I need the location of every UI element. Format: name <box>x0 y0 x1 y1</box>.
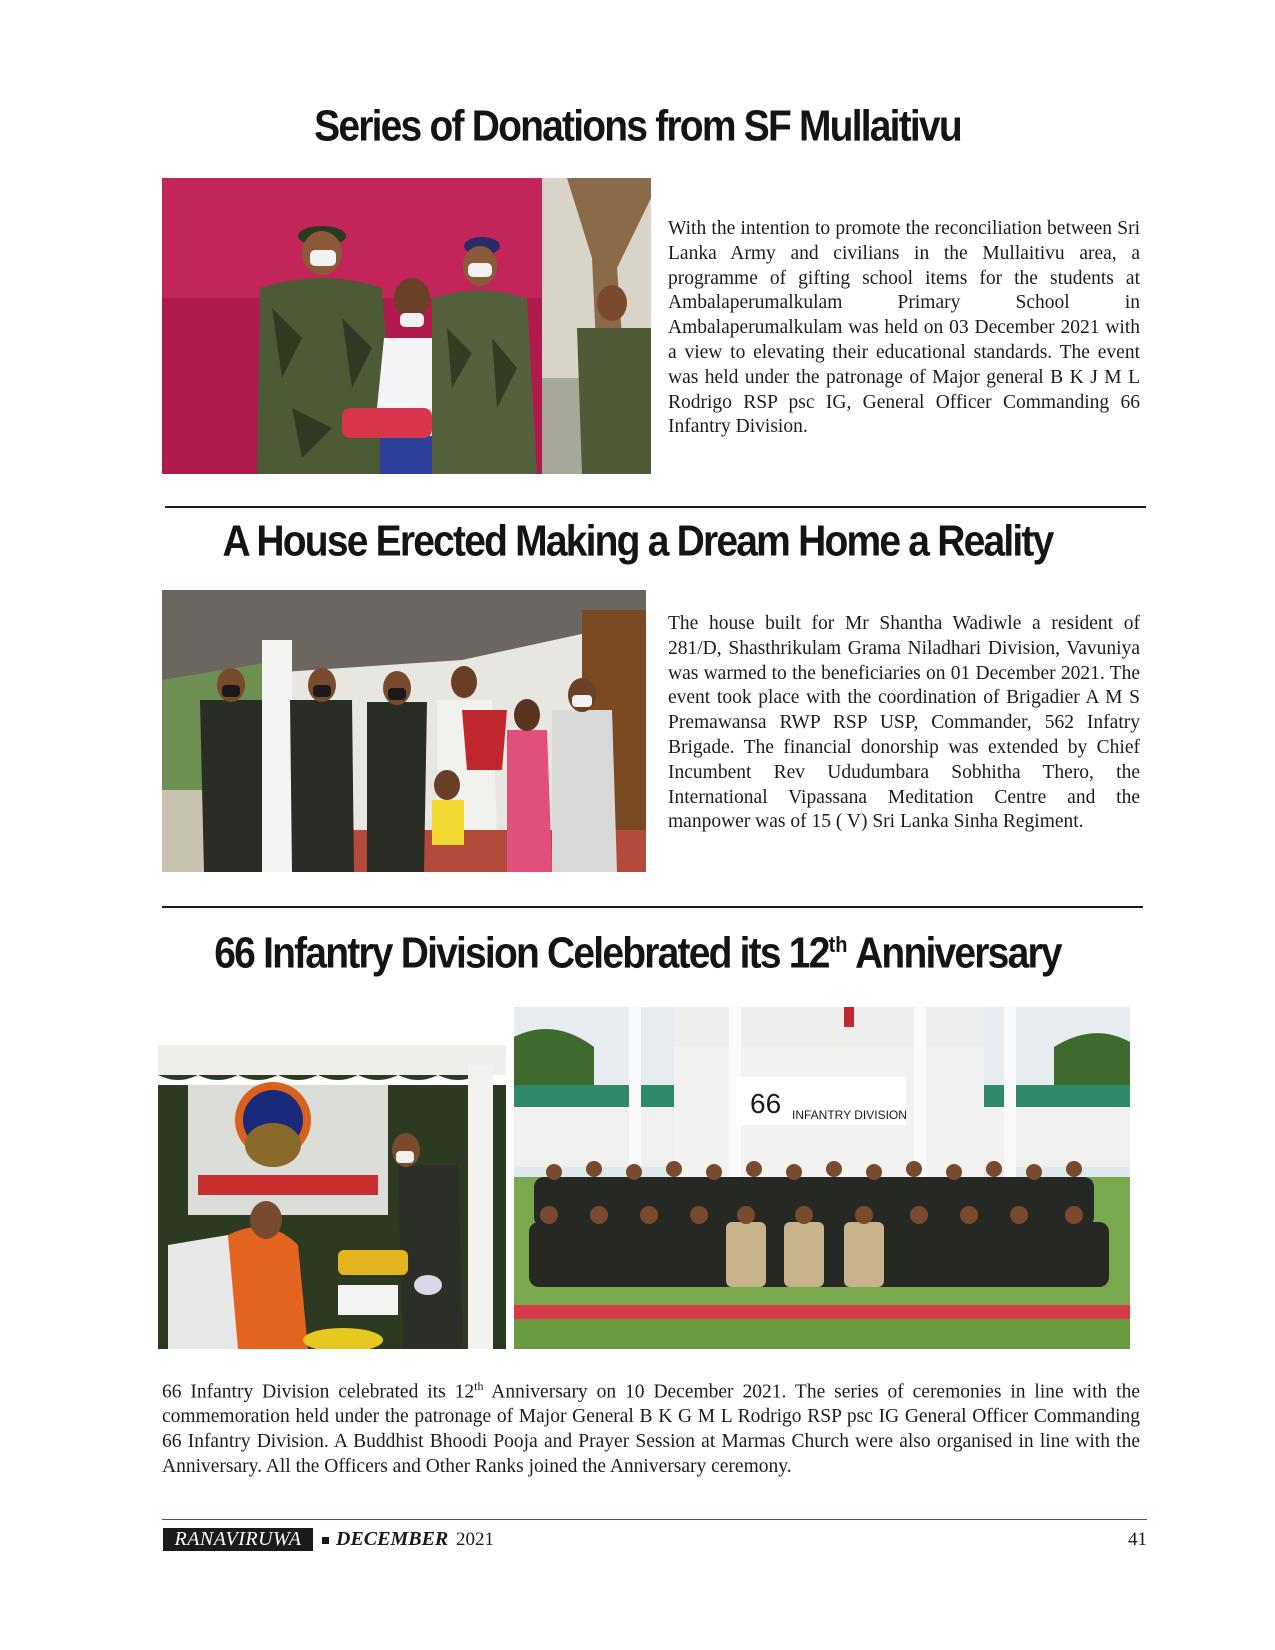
sign-text: INFANTRY DIVISION <box>792 1108 907 1122</box>
article-headline: A House Erected Making a Dream Home a Reality <box>222 517 1053 566</box>
section-divider <box>162 906 1143 908</box>
footer-separator <box>322 1537 329 1544</box>
donation-photo <box>162 178 651 474</box>
sign-number: 66 <box>750 1088 782 1119</box>
issue-year: 2021 <box>456 1529 494 1550</box>
group-photo <box>514 1007 1130 1349</box>
article-body: With the intention to promote the reconciliation between Sri Lanka Army and civilians in the Mullaitivu area, a programme of gifting school items for the students at Ambalaperumalkulam Primary School in Ambalaperumalkulam was held on 03 December 2021 with a view to elevating their educational standards. The event was held under the patronage of Major general B K J M L Rodrigo RSP psc IG, General Officer Commanding 66 Infantry Division. <box>668 218 1140 438</box>
footer-rule <box>162 1519 1147 1520</box>
article-body: 66 Infantry Division celebrated its 12th Anniversary on 10 December 2021. The series of ceremonies in line with the commemoration held under the patronage of Major General B K G M L Rodrigo RSP psc IG General Officer Commanding 66 Infantry Division. A Buddhist Bhoodi Pooja and Prayer Session at Marmas Church were also organised in line with the Anniversary. All the Officers and Other Ranks joined the Anniversary ceremony. <box>162 1379 1140 1477</box>
house-handover-photo <box>162 590 646 872</box>
article-headline: Series of Donations from SF Mullaitivu <box>314 102 961 151</box>
bodhi-pooja-photo <box>158 1045 506 1349</box>
article-body: The house built for Mr Shantha Wadiwle a resident of 281/D, Shasthrikulam Grama Niladhari Division, Vavuniya was warmed to the beneficiaries on 01 December 2021. The event took place with the coordination of Brigadier A M S Premawansa RWP RSP USP, Commander, 562 Infatry Brigade. The financial donorship was extended by Chief Incumbent Rev Ududumbara Sobhitha Thero, the International Vipassana Meditation Centre and the manpower was of 15 ( V) Sri Lanka Sinha Regiment. <box>668 613 1140 833</box>
issue-month: DECEMBER <box>336 1528 449 1550</box>
page-number: 41 <box>1128 1529 1147 1550</box>
section-divider <box>165 506 1146 508</box>
article-headline: 66 Infantry Division Celebrated its 12th Anniversary <box>214 929 1061 978</box>
magazine-name: RANAVIRUWA <box>163 1528 313 1551</box>
